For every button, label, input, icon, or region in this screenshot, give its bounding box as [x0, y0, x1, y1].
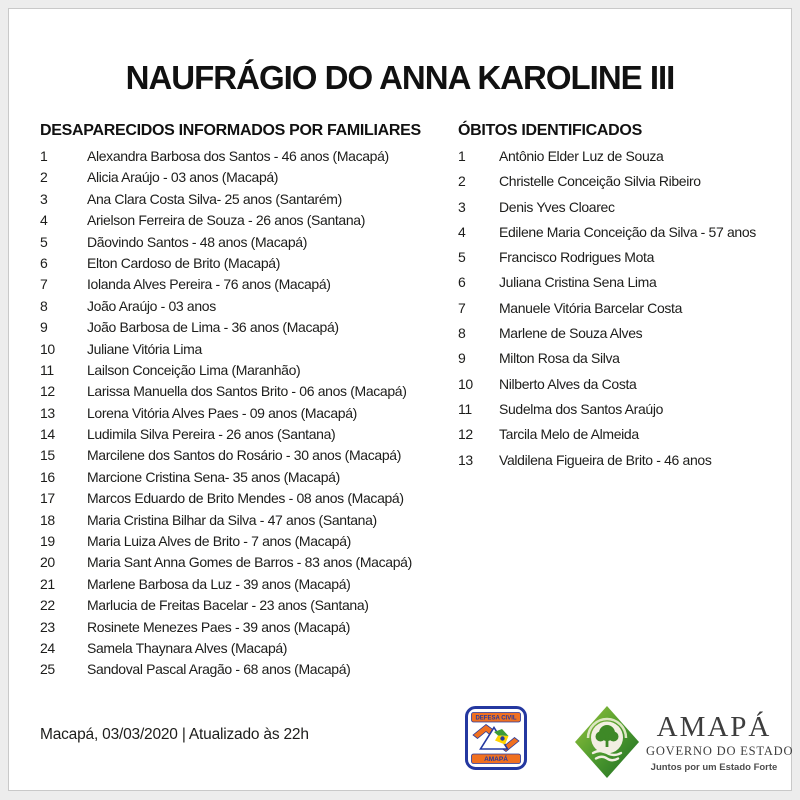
item-number: 10: [40, 340, 55, 357]
item-number: 8: [40, 297, 48, 314]
item-number: 2: [40, 169, 48, 186]
item-text: Marcilene dos Santos do Rosário - 30 anos (Macapá): [87, 447, 402, 464]
item-number: 13: [40, 404, 55, 421]
item-text: Iolanda Alves Pereira - 76 anos (Macapá): [87, 276, 331, 293]
item-text: Elton Cardoso de Brito (Macapá): [87, 254, 281, 271]
list-item: [40, 298, 450, 319]
defesa-civil-icon: [465, 706, 527, 770]
item-number: 4: [458, 223, 466, 240]
item-text: Lorena Vitória Alves Paes - 09 anos (Macapá): [87, 404, 357, 421]
list-item: [458, 199, 788, 224]
list-item: [40, 554, 450, 575]
item-text: Marcione Cristina Sena- 35 anos (Macapá): [87, 468, 340, 485]
item-number: 25: [40, 661, 55, 678]
item-text: João Araújo - 03 anos: [87, 297, 216, 314]
list-item: [458, 249, 788, 274]
list-item: [40, 661, 450, 682]
item-text: Rosinete Menezes Paes - 39 anos (Macapá): [87, 618, 351, 635]
item-number: 7: [458, 299, 466, 316]
list-item: [40, 576, 450, 597]
list-item: [40, 276, 450, 297]
missing-section-heading: DESAPARECIDOS INFORMADOS POR FAMILIARES: [40, 122, 421, 140]
item-number: 3: [40, 190, 48, 207]
item-text: Marlene de Souza Alves: [499, 325, 643, 342]
list-item: [458, 148, 788, 173]
list-item: [40, 640, 450, 661]
list-item: [458, 224, 788, 249]
item-text: Manuele Vitória Barcelar Costa: [499, 299, 683, 316]
item-text: Arielson Ferreira de Souza - 26 anos (Santana): [87, 212, 366, 229]
list-item: [458, 274, 788, 299]
item-number: 12: [458, 426, 473, 443]
item-number: 9: [40, 319, 48, 336]
list-item: [40, 234, 450, 255]
item-number: 17: [40, 490, 55, 507]
item-text: Marlene Barbosa da Luz - 39 anos (Macapá): [87, 575, 351, 592]
item-text: Nilberto Alves da Costa: [499, 375, 637, 392]
list-item: [40, 191, 450, 212]
list-item: [458, 376, 788, 401]
item-number: 20: [40, 554, 55, 571]
page-title: NAUFRÁGIO DO ANNA KAROLINE III: [125, 59, 675, 97]
item-text: Juliana Cristina Sena Lima: [499, 274, 657, 291]
list-item: [40, 533, 450, 554]
item-text: Marlucia de Freitas Bacelar - 23 anos (Santana): [87, 597, 369, 614]
item-text: Valdilena Figueira de Brito - 46 anos: [499, 451, 712, 468]
governo-subtitle: GOVERNO DO ESTADO: [646, 744, 794, 758]
deaths-section-heading: ÓBITOS IDENTIFICADOS: [458, 122, 642, 140]
item-text: Juliane Vitória Lima: [87, 340, 202, 357]
item-number: 5: [40, 233, 48, 250]
item-text: Alexandra Barbosa dos Santos - 46 anos (Macapá): [87, 148, 389, 164]
item-number: 22: [40, 597, 55, 614]
item-text: Ana Clara Costa Silva- 25 anos (Santarém): [87, 190, 342, 207]
item-number: 18: [40, 511, 55, 528]
item-number: 5: [458, 249, 466, 266]
item-text: João Barbosa de Lima - 36 anos (Macapá): [87, 319, 339, 336]
item-number: 6: [40, 254, 48, 271]
item-text: Antônio Elder Luz de Souza: [499, 148, 664, 164]
item-number: 13: [458, 451, 473, 468]
item-text: Alicia Araújo - 03 anos (Macapá): [87, 169, 279, 186]
list-item: [40, 255, 450, 276]
item-text: Maria Sant Anna Gomes de Barros - 83 anos (Macapá): [87, 554, 412, 571]
item-text: Ludimila Silva Pereira - 26 anos (Santana): [87, 426, 336, 443]
item-text: Edilene Maria Conceição da Silva - 57 anos: [499, 223, 756, 240]
missing-persons-list: [40, 148, 450, 683]
item-text: Dãovindo Santos - 48 anos (Macapá): [87, 233, 308, 250]
governo-name: AMAPÁ: [656, 711, 772, 743]
item-text: Samela Thaynara Alves (Macapá): [87, 639, 288, 656]
defesa-civil-bottom-label: AMAPÁ: [484, 756, 508, 764]
list-item: [40, 148, 450, 169]
item-number: 6: [458, 274, 466, 291]
item-number: 9: [458, 350, 466, 367]
item-number: 1: [458, 148, 466, 164]
list-item: [40, 469, 450, 490]
item-text: Sudelma dos Santos Araújo: [499, 400, 664, 417]
item-text: Tarcila Melo de Almeida: [499, 426, 639, 443]
item-number: 19: [40, 533, 55, 550]
item-number: 10: [458, 375, 473, 392]
governo-diamond-icon: [574, 705, 640, 779]
item-number: 16: [40, 468, 55, 485]
item-number: 2: [458, 173, 466, 190]
dateline: Macapá, 03/03/2020 | Atualizado às 22h: [40, 726, 309, 743]
item-text: Marcos Eduardo de Brito Mendes - 08 anos (Macapá): [87, 490, 404, 507]
list-item: [458, 325, 788, 350]
item-text: Maria Cristina Bilhar da Silva - 47 anos (Santana): [87, 511, 377, 528]
list-item: [40, 597, 450, 618]
list-item: [40, 512, 450, 533]
item-number: 24: [40, 639, 55, 656]
list-item: [40, 426, 450, 447]
list-item: [40, 490, 450, 511]
item-number: 8: [458, 325, 466, 342]
list-item: [458, 452, 788, 477]
list-item: [40, 405, 450, 426]
item-text: Maria Luiza Alves de Brito - 7 anos (Macapá): [87, 533, 351, 550]
list-item: [40, 447, 450, 468]
item-number: 7: [40, 276, 48, 293]
list-item: [40, 619, 450, 640]
item-text: Christelle Conceição Silvia Ribeiro: [499, 173, 701, 190]
list-item: [458, 173, 788, 198]
list-item: [40, 383, 450, 404]
list-item: [458, 300, 788, 325]
item-text: Denis Yves Cloarec: [499, 198, 615, 215]
item-number: 21: [40, 575, 55, 592]
item-text: Lailson Conceição Lima (Maranhão): [87, 361, 301, 378]
list-item: [458, 426, 788, 451]
defesa-civil-top-label: DEFESA CIVIL: [475, 715, 517, 722]
item-number: 11: [40, 361, 54, 378]
list-item: [40, 362, 450, 383]
item-text: Larissa Manuella dos Santos Brito - 06 anos (Macapá): [87, 383, 407, 400]
identified-deaths-list: [458, 148, 788, 477]
item-number: 23: [40, 618, 55, 635]
bulletin-card: [8, 8, 792, 791]
list-item: [458, 350, 788, 375]
list-item: [40, 212, 450, 233]
list-item: [40, 341, 450, 362]
list-item: [40, 169, 450, 190]
item-number: 15: [40, 447, 55, 464]
governo-amapa-logo: [574, 699, 794, 789]
item-text: Francisco Rodrigues Mota: [499, 249, 654, 266]
item-number: 11: [458, 400, 472, 417]
item-text: Sandoval Pascal Aragão - 68 anos (Macapá): [87, 661, 351, 678]
governo-wordmark: [646, 711, 794, 773]
item-number: 4: [40, 212, 48, 229]
item-number: 12: [40, 383, 55, 400]
defesa-civil-logo: [465, 706, 527, 775]
item-number: 3: [458, 198, 466, 215]
list-item: [458, 401, 788, 426]
item-number: 1: [40, 148, 48, 164]
item-text: Milton Rosa da Silva: [499, 350, 620, 367]
governo-tagline: Juntos por um Estado Forte: [650, 761, 778, 773]
item-number: 14: [40, 426, 55, 443]
list-item: [40, 319, 450, 340]
